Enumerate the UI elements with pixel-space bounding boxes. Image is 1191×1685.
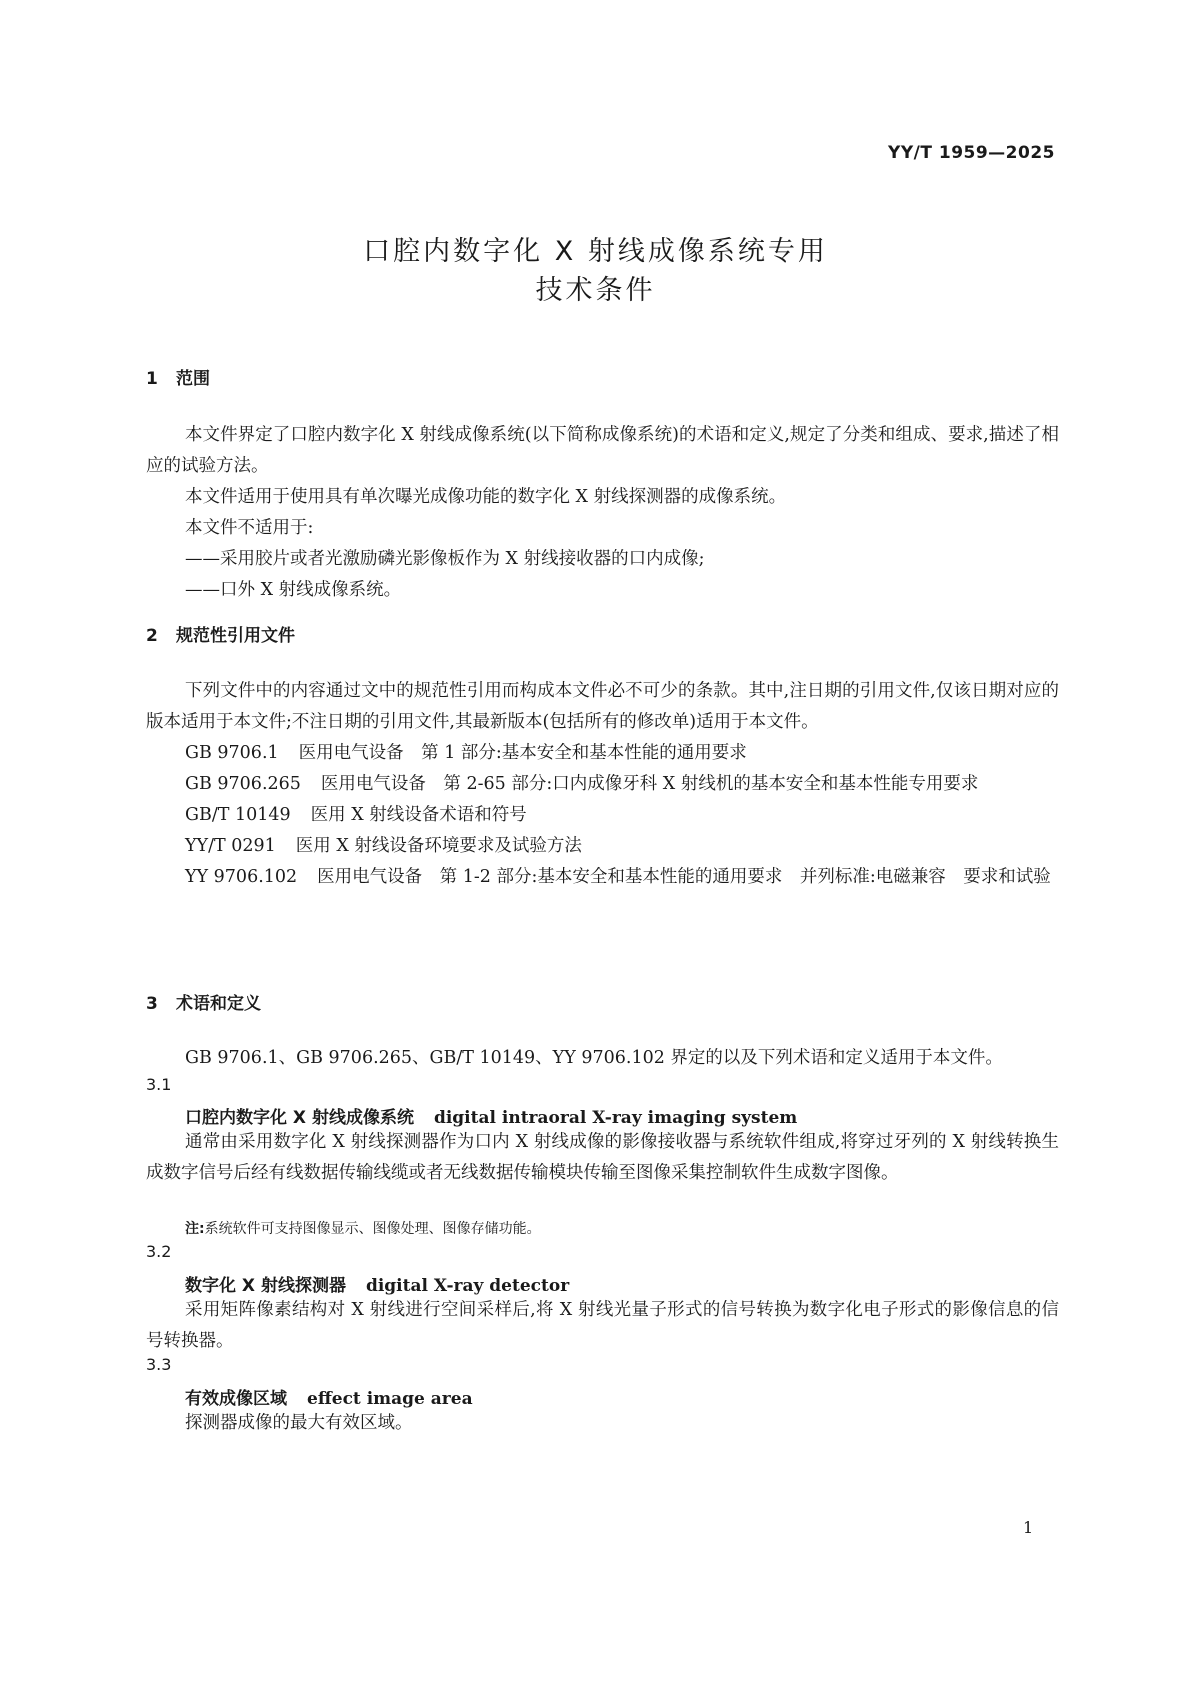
term-note bbox=[185, 1218, 541, 1238]
section-3-intro bbox=[146, 1043, 1059, 1074]
term-definition bbox=[146, 1295, 1059, 1357]
reference-code: GB 9706.265 bbox=[185, 774, 301, 794]
paragraph: 探测器成像的最大有效区域。 bbox=[185, 1413, 413, 1433]
term-en: effect image area bbox=[307, 1389, 473, 1409]
reference-code: YY/T 0291 bbox=[185, 836, 276, 856]
term-definition bbox=[146, 1408, 1059, 1439]
reference-item bbox=[146, 769, 1059, 800]
section-2-body bbox=[146, 676, 1059, 893]
paragraph: GB 9706.1、GB 9706.265、GB/T 10149、YY 9706.102 界定的以及下列术语和定义适用于本文件。 bbox=[185, 1048, 1003, 1068]
page-number: 1 bbox=[1023, 1518, 1034, 1537]
document-title-line2: 技术条件 bbox=[535, 275, 656, 306]
section-number: 1 bbox=[146, 369, 158, 389]
term-number: 3.2 bbox=[146, 1242, 172, 1261]
reference-title: 医用 X 射线设备环境要求及试验方法 bbox=[295, 836, 582, 856]
term-heading bbox=[185, 1384, 473, 1409]
paragraph: 通常由采用数字化 X 射线探测器作为口内 X 射线成像的影像接收器与系统软件组成,将穿过牙列的 X 射线转换生成数字信号后经有线数据传输线缆或者无线数据传输模块传输至图像采集控制软件生成数字图像。 bbox=[146, 1132, 1059, 1183]
section-title: 规范性引用文件 bbox=[176, 626, 295, 646]
reference-code: GB/T 10149 bbox=[185, 805, 291, 825]
section-2-heading bbox=[146, 621, 295, 646]
document-code: YY/T 1959—2025 bbox=[888, 143, 1055, 163]
reference-title: 医用电气设备 第 1-2 部分:基本安全和基本性能的通用要求 并列标准:电磁兼容 要求和试验 bbox=[317, 867, 1051, 887]
paragraph: 下列文件中的内容通过文中的规范性引用而构成本文件必不可少的条款。其中,注日期的引用文件,仅该日期对应的版本适用于本文件;不注日期的引用文件,其最新版本(包括所有的修改单)适用于本文件。 bbox=[146, 681, 1059, 732]
section-1-body bbox=[146, 420, 1059, 606]
term-number: 3.3 bbox=[146, 1355, 172, 1374]
note-text: 系统软件可支持图像显示、图像处理、图像存储功能。 bbox=[204, 1221, 541, 1237]
section-title: 范围 bbox=[176, 369, 210, 389]
term-definition bbox=[146, 1127, 1059, 1189]
term-heading bbox=[185, 1103, 797, 1128]
document-title-line1: 口腔内数字化 X 射线成像系统专用 bbox=[363, 236, 828, 267]
paragraph: 本文件不适用于: bbox=[185, 518, 314, 538]
paragraph: 采用矩阵像素结构对 X 射线进行空间采样后,将 X 射线光量子形式的信号转换为数字化电子形式的影像信息的信号转换器。 bbox=[146, 1300, 1059, 1351]
paragraph: 本文件界定了口腔内数字化 X 射线成像系统(以下简称成像系统)的术语和定义,规定了分类和组成、要求,描述了相应的试验方法。 bbox=[146, 425, 1059, 476]
reference-code: YY 9706.102 bbox=[185, 867, 298, 887]
section-1-heading bbox=[146, 364, 210, 389]
term-zh: 口腔内数字化 X 射线成像系统 bbox=[185, 1108, 414, 1128]
reference-code: GB 9706.1 bbox=[185, 743, 279, 763]
reference-title: 医用 X 射线设备术语和符号 bbox=[310, 805, 527, 825]
term-en: digital X-ray detector bbox=[365, 1276, 570, 1296]
section-title: 术语和定义 bbox=[176, 994, 261, 1014]
term-zh: 数字化 X 射线探测器 bbox=[185, 1276, 346, 1296]
term-number: 3.1 bbox=[146, 1075, 172, 1094]
list-item: ——口外 X 射线成像系统。 bbox=[185, 580, 402, 600]
section-3-heading bbox=[146, 989, 261, 1014]
list-item: ——采用胶片或者光激励磷光影像板作为 X 射线接收器的口内成像; bbox=[185, 549, 705, 569]
reference-item bbox=[146, 862, 1059, 893]
reference-title: 医用电气设备 第 1 部分:基本安全和基本性能的通用要求 bbox=[298, 743, 747, 763]
term-zh: 有效成像区域 bbox=[185, 1389, 287, 1409]
paragraph: 本文件适用于使用具有单次曝光成像功能的数字化 X 射线探测器的成像系统。 bbox=[185, 487, 787, 507]
term-en: digital intraoral X-ray imaging system bbox=[433, 1108, 798, 1128]
section-number: 3 bbox=[146, 994, 158, 1014]
reference-item bbox=[146, 831, 1059, 862]
note-label: 注: bbox=[185, 1221, 205, 1237]
reference-item bbox=[146, 800, 1059, 831]
reference-item bbox=[146, 738, 1059, 769]
section-number: 2 bbox=[146, 626, 158, 646]
term-heading bbox=[185, 1271, 569, 1296]
reference-title: 医用电气设备 第 2-65 部分:口内成像牙科 X 射线机的基本安全和基本性能专用要求 bbox=[320, 774, 979, 794]
